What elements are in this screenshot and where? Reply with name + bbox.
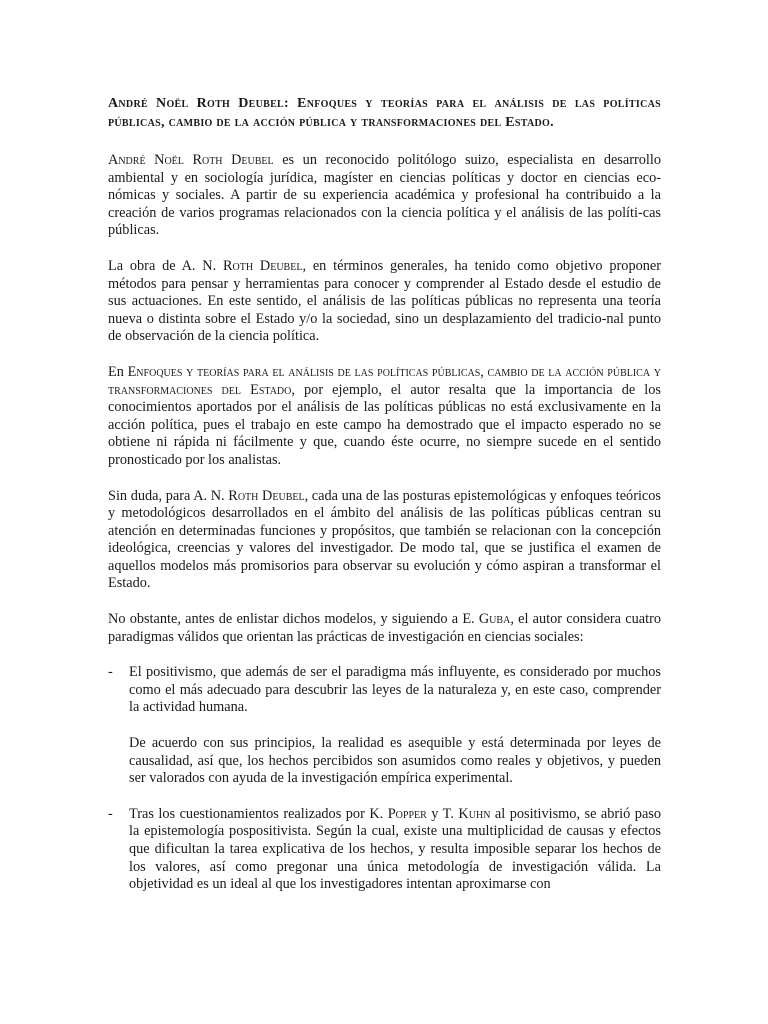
author-name: Roth Deubel [223,257,303,274]
paragraph-text: y T. [426,805,459,822]
author-name: Guba [478,611,511,628]
list-item-text: De acuerdo con sus principios, la realidad es asequible y está determinada por leyes de causalidad, así que, los hechos percibidos son asumidos como reales y objetivos, y pueden ser valorados con ayuda de la investigación empírica experimental. [129,735,661,787]
paragraph-text: , por ejemplo, el autor resalta que la importancia de los conocimientos aportados por el análisis de las políticas públicas no está exclusivamente en la acción política, pues el trabajo en este campo ha demostrado que el impacto esperado no se obtiene ni rápida ni fácilmente y que, cuando éste ocurre, no siempre sucede en el sentido pronosticado por los analistas. [108,381,661,468]
list-item-text: El positivismo, que además de ser el paradigma más influyente, es considerado por muchos como el más adecuado para descubrir las leyes de la naturaleza y, en este caso, comprender la actividad humana. [129,664,661,716]
paragraph-text: En [108,363,128,380]
author-name: Kuhn [458,805,491,822]
paragraph-text: al positivismo, se abrió paso la epistemología pospositivista. Según la cual, existe una multiplicidad de causas y efectos que dificultan la tarea explicativa de los hechos, y resulta imposible separar los hechos de los valores, así como pregonar una única metodología de investigación válida. La objetividad es un ideal al que los investigadores intentan aproximarse con [129,805,661,893]
list-dash: - [108,805,113,822]
paragraph-author-intro [108,152,661,240]
paragraph-text: Sin duda, para A. N. [108,487,229,504]
paragraph-text: Tras los cuestionamientos realizados por K. [129,805,388,822]
list-dash: - [108,664,113,681]
paragraph-epistemology [108,488,661,594]
author-name: Roth Deubel [228,487,305,504]
list-item [108,664,661,788]
author-name: Popper [387,805,427,822]
paragraph-text: , en términos generales, ha tenido como objetivo proponer métodos para pensar y herramientas para conocer y comprender al Estado desde el estudio de sus actuaciones. En este sentido, el análisis de las políticas públicas no representa una teoría nueva o distinta sobre el Estado y/o la sociedad, sino un desplazamiento del tradicio-nal punto de observación de la ciencia política. [108,257,661,345]
paragraph-text: , cada una de las posturas epistemológicas y enfoques teóricos y metodológicos desarrollados en el ámbito del análisis de las políticas públicas centran su atención en determinadas funciones y propósitos, que también se relacionan con la concepción ideológica, creencias y valores del investigador. De modo tal, que se justifica el examen de aquellos modelos más promisorios para observar su evolución y cómo aspiran a transformar el Estado. [108,487,661,592]
paragraph-text: No obstante, antes de enlistar dichos modelos, y siguiendo a E. [108,611,479,628]
paragraph-text: es un reconocido politólogo suizo, especialista en desarrollo ambiental y en sociología jurídica, magíster en ciencias políticas y doctor en ciencias eco-nómicas y sociales. A partir de su experiencia académica y profesional ha contribuido a la creación de varios programas relacionados con la ciencia política y el análisis de las políti-cas públicas. [108,152,661,239]
author-name: André Noël Roth Deubel [108,152,274,168]
paragraph-paradigms-intro [108,611,661,646]
paragraph-work-overview [108,258,661,346]
paragraph-text: , el autor considera cuatro paradigmas válidos que orientan las prácticas de investigación en ciencias sociales: [108,611,661,645]
list-item-text [129,806,661,894]
book-title: Enfoques y teorías para el análisis de las políticas públicas, cambio de la acción pública y transformaciones del Estado [108,363,661,398]
list-item [108,806,661,894]
paragraph-text: La obra de A. N. [108,257,224,274]
paragraph-book-summary [108,364,661,470]
paradigm-list [108,664,661,894]
document-title: André Noël Roth Deubel: Enfoques y teorías para el análisis de las políticas públicas, cambio de la acción pública y transformaciones del Estado. [108,96,661,130]
